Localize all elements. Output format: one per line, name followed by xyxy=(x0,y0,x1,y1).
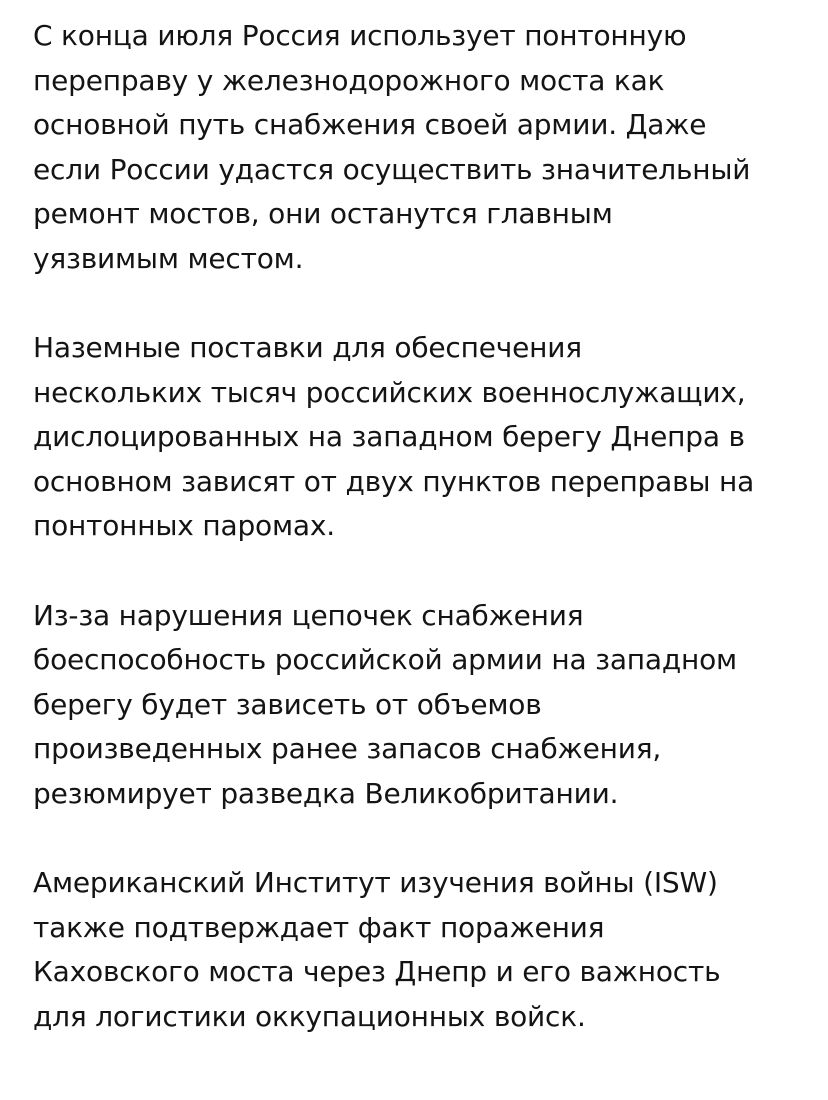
paragraph-line: переправу у железнодорожного моста как xyxy=(33,63,665,97)
paragraph-line: резюмирует разведка Великобритании. xyxy=(33,776,619,810)
paragraph-line: Американский Институт изучения войны (ISW) xyxy=(33,866,718,899)
paragraph-line: также подтверждает факт поражения xyxy=(33,910,605,944)
paragraph-line: уязвимым местом. xyxy=(33,241,304,275)
paragraph-line: нескольких тысяч российских военнослужащих, xyxy=(33,375,746,409)
paragraph-line: дислоцированных на западном берегу Днепра в xyxy=(33,420,745,453)
paragraph-line: С конца июля Россия использует понтонную xyxy=(33,19,687,52)
paragraph-line: если России удастся осуществить значительный xyxy=(33,152,751,186)
paragraph-line: боеспособность российской армии на западном xyxy=(33,643,737,676)
paragraph-line: Наземные поставки для обеспечения xyxy=(33,331,582,364)
paragraph-line: ремонт мостов, они останутся главным xyxy=(33,197,613,230)
paragraph-2 xyxy=(33,326,803,549)
paragraph-line: основной путь снабжения своей армии. Даже xyxy=(33,108,707,141)
paragraph-line: Каховского моста через Днепр и его важность xyxy=(33,955,721,988)
paragraph-line: берегу будет зависеть от объемов xyxy=(33,687,542,721)
paragraph-3 xyxy=(33,594,803,817)
paragraph-line: основном зависят от двух пунктов переправы на xyxy=(33,464,755,498)
paragraph-line: понтонных паромах. xyxy=(33,509,335,542)
paragraph-line: для логистики оккупационных войск. xyxy=(33,999,586,1033)
article-body xyxy=(33,14,803,1084)
paragraph-4 xyxy=(33,861,803,1039)
paragraph-1 xyxy=(33,14,803,281)
paragraph-line: произведенных ранее запасов снабжения, xyxy=(33,732,662,765)
paragraph-line: Из-за нарушения цепочек снабжения xyxy=(33,598,584,632)
